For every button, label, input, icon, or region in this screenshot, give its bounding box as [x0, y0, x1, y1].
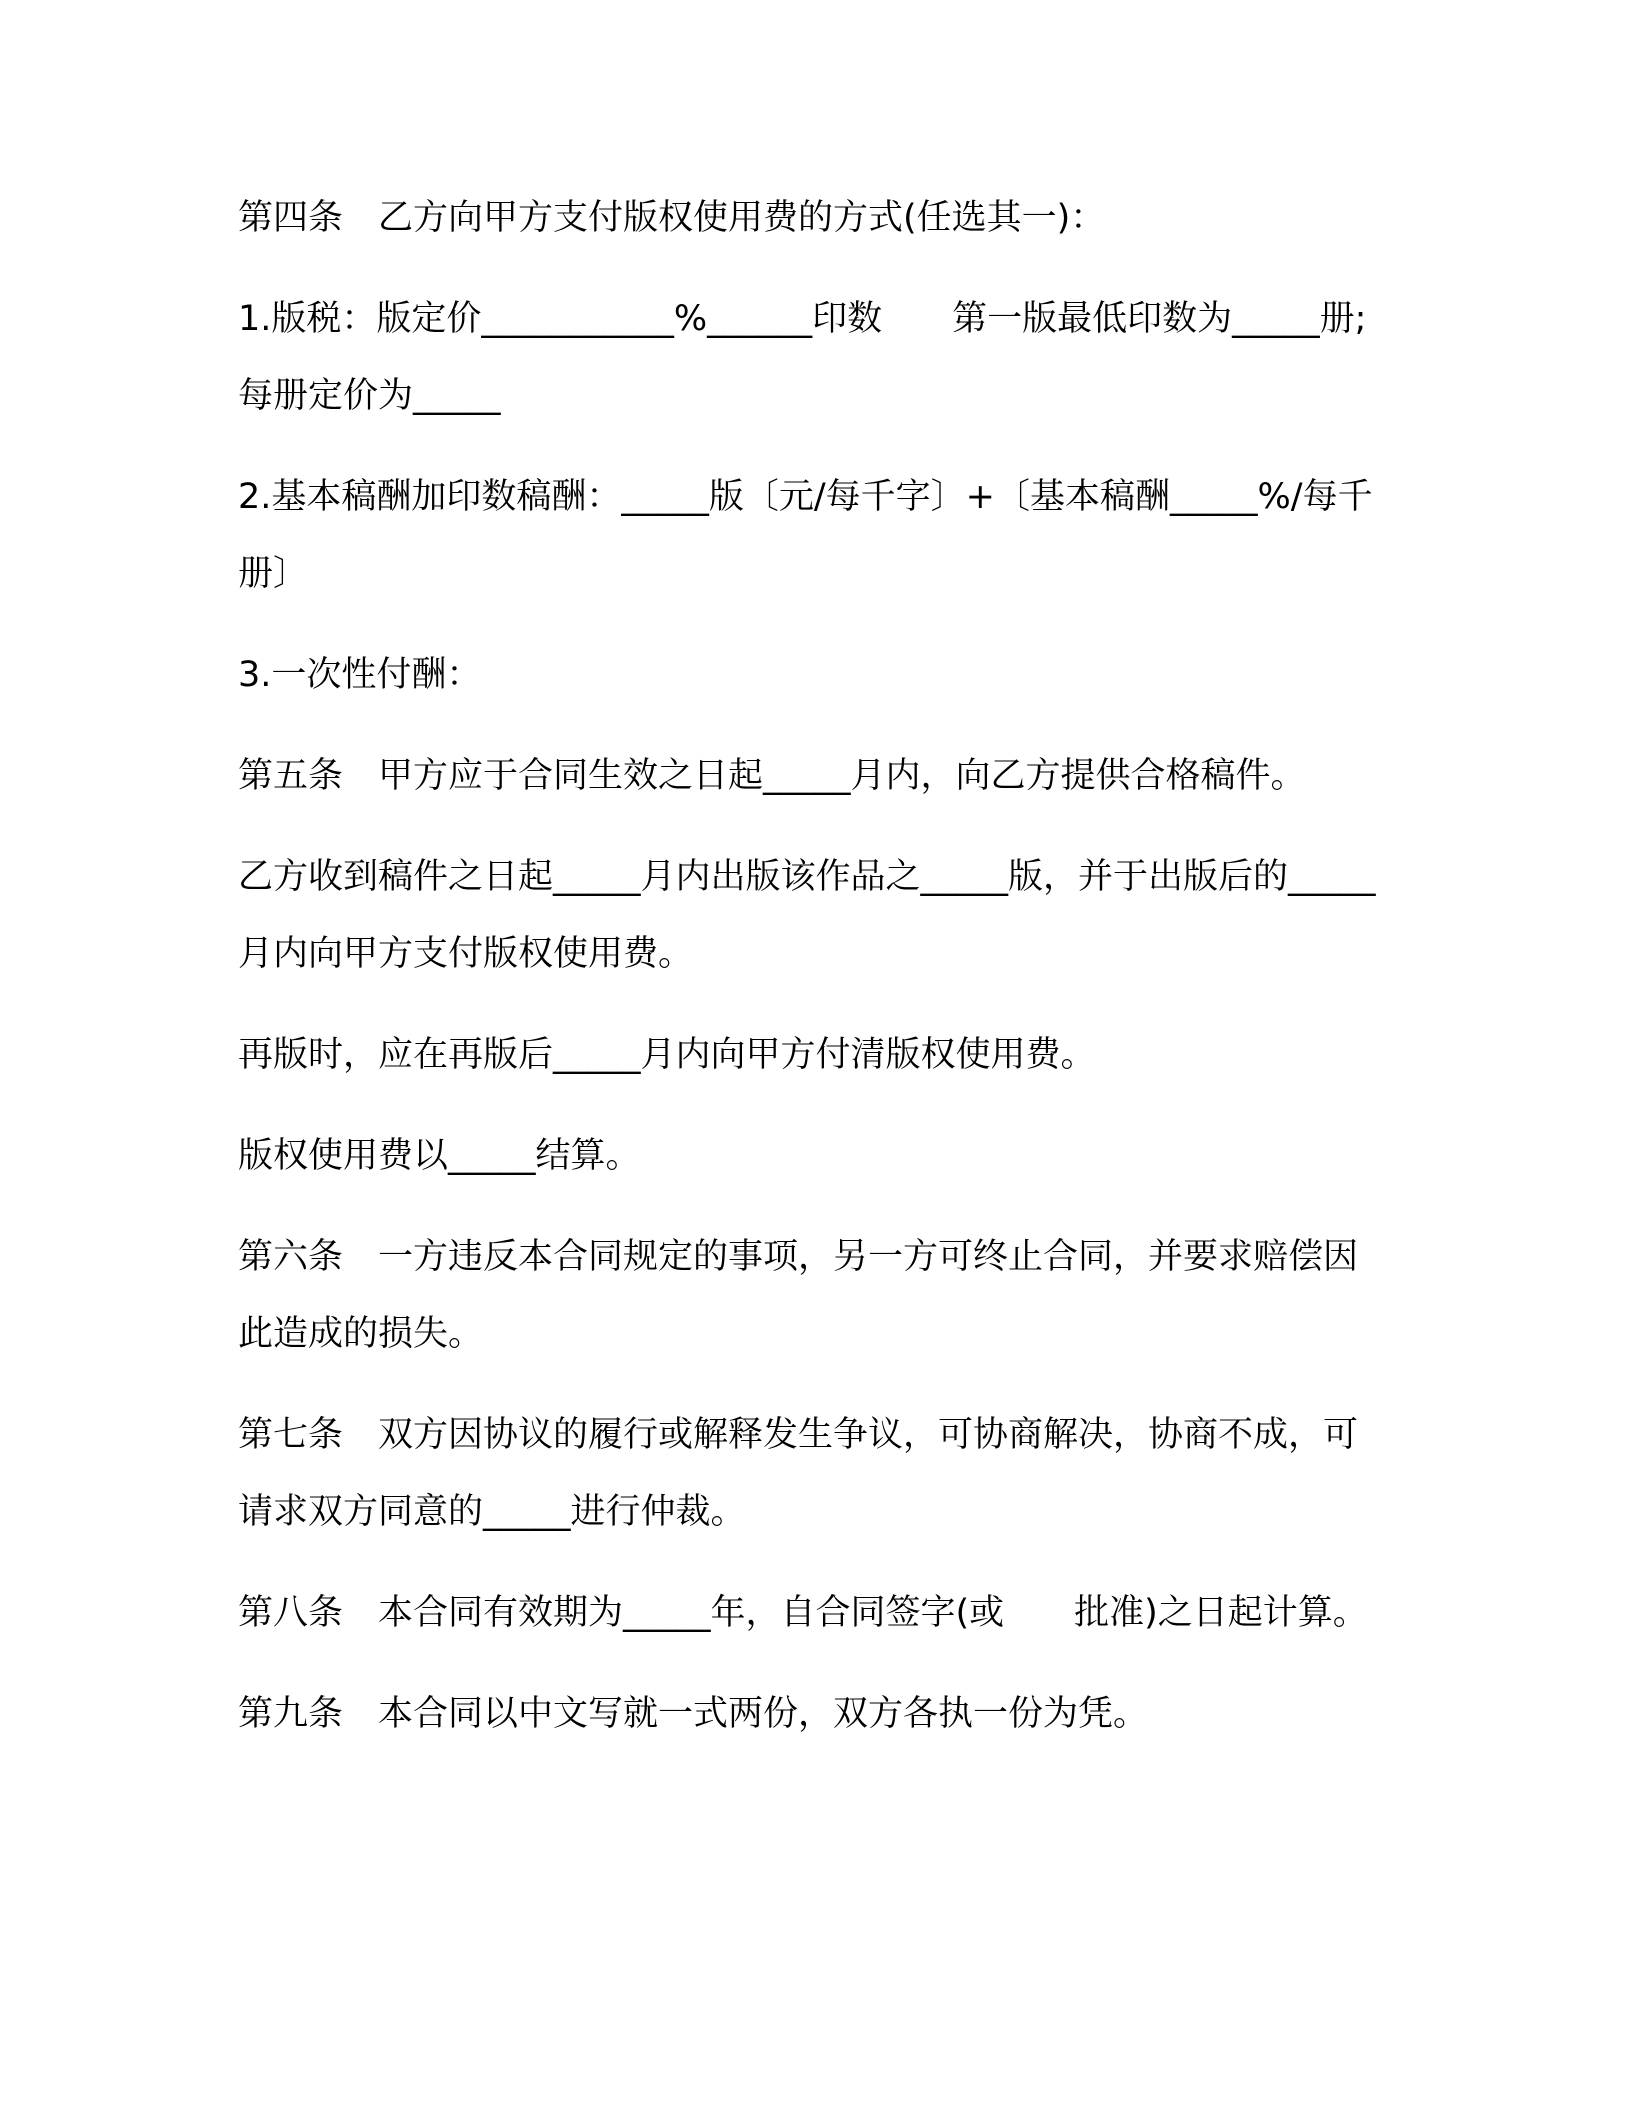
article-5: 第五条 甲方应于合同生效之日起_____月内，向乙方提供合格稿件。	[238, 756, 1306, 796]
article-5-settlement: 版权使用费以_____结算。	[238, 1136, 641, 1176]
article-7: 第七条 双方因协议的履行或解释发生争议，可协商解决，协商不成，可请求双方同意的_____进行仲裁。	[238, 1415, 1359, 1532]
option-3-lump-sum: 3.一次性付酬：	[238, 655, 482, 695]
article-5-publication: 乙方收到稿件之日起_____月内出版该作品之_____版，并于出版后的_____月内向甲方支付版权使用费。	[238, 857, 1376, 974]
article-9: 第九条 本合同以中文写就一式两份，双方各执一份为凭。	[238, 1694, 1149, 1734]
article-6: 第六条 一方违反本合同规定的事项，另一方可终止合同，并要求赔偿因此造成的损失。	[238, 1237, 1359, 1354]
option-2-base-fee: 2.基本稿酬加印数稿酬：_____版〔元/每千字〕+〔基本稿酬_____%/每千册〕	[238, 477, 1373, 594]
article-5-reprint: 再版时，应在再版后_____月内向甲方付清版权使用费。	[238, 1035, 1096, 1075]
article-8: 第八条 本合同有效期为_____年，自合同签字(或 批准)之日起计算。	[238, 1593, 1368, 1633]
article-4-heading: 第四条 乙方向甲方支付版权使用费的方式(任选其一)：	[238, 198, 1106, 238]
document-body	[238, 180, 1388, 1753]
option-1-royalty: 1.版税：版定价___________%______印数 第一版最低印数为_____册;每册定价为_____	[238, 299, 1367, 416]
